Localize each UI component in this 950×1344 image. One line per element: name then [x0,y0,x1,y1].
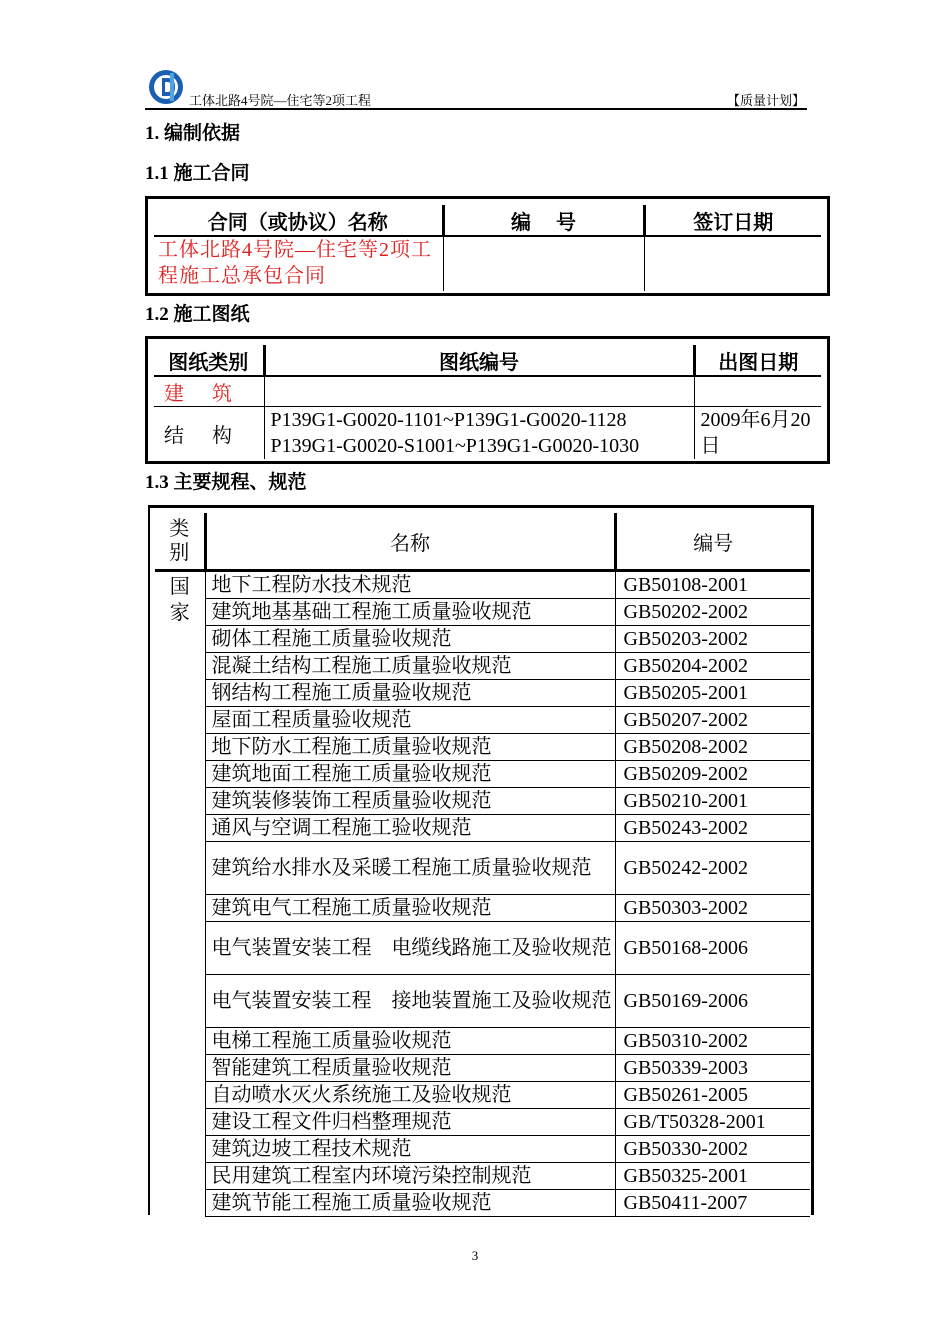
standard-name-cell: 民用建筑工程室内环境污染控制规范 [205,1163,615,1190]
table-row [155,895,810,922]
table-row [155,734,810,761]
standard-name-cell: 建筑边坡工程技术规范 [205,1136,615,1163]
standard-code-cell: GB50203-2002 [615,626,810,653]
standards-table [155,513,810,1217]
standard-name-cell: 建筑节能工程施工质量验收规范 [205,1190,615,1217]
standard-code-cell: GB50310-2002 [615,1028,810,1055]
table-row [154,236,821,291]
standard-name-cell: 电气装置安装工程 接地装置施工及验收规范 [205,975,615,1028]
standard-name-cell: 地下工程防水技术规范 [205,571,615,599]
standard-code-cell: GB50325-2001 [615,1163,810,1190]
drawing-codes-cell [264,407,694,460]
standard-name-cell: 建设工程文件归档整理规范 [205,1109,615,1136]
column-header: 编号 [615,513,810,571]
standard-name-cell: 建筑电气工程施工质量验收规范 [205,895,615,922]
table-row [154,407,821,460]
contract-number-cell [443,236,644,291]
section-heading: 1. 编制依据 [145,123,241,144]
category-header-text: 类 别 [169,518,190,564]
table-row [155,626,810,653]
standard-name-cell: 屋面工程质量验收规范 [205,707,615,734]
drawing-table-frame [145,336,830,464]
subsection-heading-drawings: 1.2 施工图纸 [145,304,250,325]
table-row [155,922,810,975]
standard-code-cell: GB50208-2002 [615,734,810,761]
table-row [155,1055,810,1082]
table-row [155,1109,810,1136]
column-header: 名称 [205,513,615,571]
header-project-name: 工体北路4号院—住宅等2项工程 [189,93,372,108]
contract-table [154,205,821,291]
table-row [155,680,810,707]
drawing-table [154,345,821,459]
standard-name-cell: 建筑装修装饰工程质量验收规范 [205,788,615,815]
standard-code-cell: GB50411-2007 [615,1190,810,1217]
standard-code-cell: GB50168-2006 [615,922,810,975]
page-header [145,66,807,110]
table-row [155,1136,810,1163]
table-row [154,376,821,407]
standard-name-cell: 电气装置安装工程 电缆线路施工及验收规范 [205,922,615,975]
standard-name-cell: 电梯工程施工质量验收规范 [205,1028,615,1055]
standard-name-cell: 建筑地面工程施工质量验收规范 [205,761,615,788]
standard-code-cell: GB50210-2001 [615,788,810,815]
table-row [155,842,810,895]
standard-code-cell: GB50261-2005 [615,1082,810,1109]
table-row [155,788,810,815]
category-cell: 国 家 [155,571,205,1217]
standard-code-cell: GB50330-2002 [615,1136,810,1163]
standard-name-cell: 建筑地基基础工程施工质量验收规范 [205,599,615,626]
standard-code-cell: GB50169-2006 [615,975,810,1028]
standard-name-cell: 建筑给水排水及采暖工程施工质量验收规范 [205,842,615,895]
standard-name-cell: 地下防水工程施工质量验收规范 [205,734,615,761]
standard-name-cell: 混凝土结构工程施工质量验收规范 [205,653,615,680]
standard-code-cell: GB50108-2001 [615,571,810,599]
contract-name-cell: 工体北路4号院—住宅等2项工程施工总承包合同 [154,236,443,291]
page-number: 3 [471,1248,479,1263]
standard-code-cell: GB/T50328-2001 [615,1109,810,1136]
column-header: 签订日期 [644,205,821,236]
standard-code-cell: GB50207-2002 [615,707,810,734]
column-header: 合同（或协议）名称 [154,205,443,236]
drawing-code-line: P139G1-G0020-S1001~P139G1-G0020-1030 [270,435,640,457]
table-row [155,571,810,599]
standard-name-cell: 自动喷水灭火系统施工及验收规范 [205,1082,615,1109]
header-doc-type: 【质量计划】 [726,93,805,108]
column-header: 图纸编号 [264,345,694,376]
table-row [155,707,810,734]
table-row [155,1082,810,1109]
standard-code-cell: GB50209-2002 [615,761,810,788]
table-row [155,1163,810,1190]
column-header: 出图日期 [694,345,821,376]
drawing-date-cell: 2009年6月20日 [700,409,811,457]
standard-code-cell: GB50339-2003 [615,1055,810,1082]
standard-code-cell: GB50205-2001 [615,680,810,707]
standard-code-cell: GB50243-2002 [615,815,810,842]
subsection-heading-standards: 1.3 主要规程、规范 [145,472,307,493]
table-row [155,653,810,680]
standard-name-cell: 砌体工程施工质量验收规范 [205,626,615,653]
table-row [155,975,810,1028]
standard-code-cell: GB50303-2002 [615,895,810,922]
drawing-category-cell: 建筑 [154,376,264,407]
contract-table-frame [145,196,830,296]
contract-date-cell [644,236,821,291]
drawing-category-cell: 结构 [154,407,264,460]
standard-code-cell: GB50204-2002 [615,653,810,680]
drawing-codes-cell [264,376,694,407]
table-row [155,599,810,626]
column-header [155,513,205,571]
standard-code-cell: GB50242-2002 [615,842,810,895]
column-header: 编 号 [443,205,644,236]
standard-name-cell: 智能建筑工程质量验收规范 [205,1055,615,1082]
company-logo-icon [148,69,184,105]
standards-table-frame [148,505,814,1215]
subsection-heading-contract: 1.1 施工合同 [145,163,250,184]
standard-code-cell: GB50202-2002 [615,599,810,626]
column-header: 图纸类别 [154,345,264,376]
standard-name-cell: 通风与空调工程施工验收规范 [205,815,615,842]
standard-name-cell: 钢结构工程施工质量验收规范 [205,680,615,707]
table-row [155,815,810,842]
drawing-code-line: P139G1-G0020-1101~P139G1-G0020-1128 [270,409,627,431]
drawing-date-cell [694,376,821,407]
table-row [155,1028,810,1055]
table-row [155,1190,810,1217]
table-row [155,761,810,788]
